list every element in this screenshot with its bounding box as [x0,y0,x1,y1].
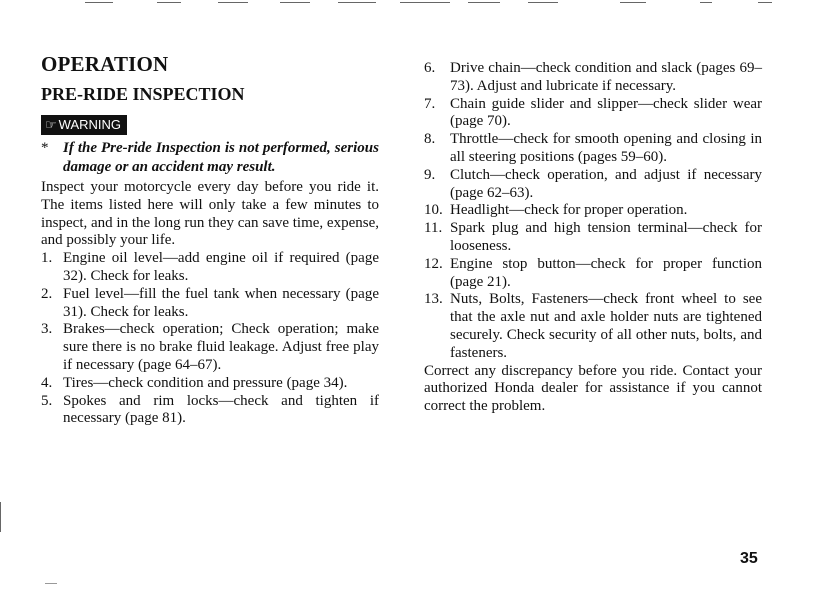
list-item-text: Engine oil level—add engine oil if required (page 32). Check for leaks. [63,250,379,284]
page-number: 35 [740,550,758,567]
list-item-text: Spokes and rim locks—check and tighten if necessary (page 81). [63,392,379,427]
list-item-text: Engine stop button—check for proper function (page 21). [450,255,762,290]
page-edge-mark-left [0,502,1,532]
list-item-text: Drive chain—check condition and slack (pages 69–73). Adjust and lubricate if necessary. [450,60,762,94]
list-item [424,167,762,203]
list-item-number: 3. [41,321,53,338]
list-item-text: Nuts, Bolts, Fasteners—check front wheel to see that the axle nut and axle holder nuts are tightened securely. Check security of all other nuts, bolts, and fasteners. [450,291,762,361]
list-item-text: Spark plug and high tension terminal—check for looseness. [450,220,762,254]
list-item-text: Headlight—check for proper operation. [450,202,688,219]
closing-paragraph: Correct any discrepancy before you ride. Contact your authorized Honda dealer for assistance if you cannot correct the problem. [424,362,762,415]
list-item [424,291,762,362]
list-item-text: Chain guide slider and slipper—check slider wear (page 70). [450,95,762,130]
page-edge-mark-bottom [45,583,57,584]
warning-badge-label: WARNING [58,117,122,132]
list-item [41,321,379,374]
inspection-list-right [424,60,762,363]
list-item [424,60,762,96]
section-title: PRE-RIDE INSPECTION [41,84,245,104]
list-item-number: 13. [424,291,443,308]
page-title: OPERATION [41,52,169,76]
list-item [41,250,379,286]
list-item-number: 8. [424,131,436,148]
list-item-text: Fuel level—fill the fuel tank when necessary (page 31). Check for leaks. [63,285,379,320]
list-item-number: 2. [41,285,53,302]
list-item [424,202,762,220]
list-item-text: Throttle—check for smooth opening and closing in all steering positions (pages 59–60). [450,131,762,165]
list-item-text: Brakes—check operation; Check operation; make sure there is no brake fluid leakage. Adjust free play if necessary (page 64–67). [63,321,379,373]
list-item-number: 7. [424,95,436,112]
page-edge-marks [0,0,817,6]
list-item [41,286,379,322]
right-column [424,60,762,416]
list-item [424,256,762,292]
warning-badge [41,115,127,135]
list-item-number: 10. [424,202,443,219]
list-item-number: 4. [41,374,53,391]
warning-text: If the Pre-ride Inspection is not performed, serious damage or an accident may result. [63,140,379,175]
list-item-text: Tires—check condition and pressure (page 34). [63,374,348,391]
hand-pointing-icon: ☞ [45,117,57,132]
list-item-number: 5. [41,392,53,409]
list-item [41,393,379,429]
left-column [41,54,379,428]
list-item [424,96,762,132]
list-item-number: 6. [424,60,436,76]
inspection-list-left [41,250,379,428]
warning-bullet: * [41,140,49,156]
warning-message [41,139,379,177]
list-item-number: 9. [424,166,436,183]
list-item [424,131,762,167]
list-item-text: Clutch—check operation, and adjust if necessary (page 62–63). [450,166,762,201]
list-item-number: 1. [41,250,53,267]
list-item [41,375,379,393]
intro-paragraph: Inspect your motorcycle every day before you ride it. The items listed here will only take a few minutes to inspect, and in the long run they can save time, expense, and possibly your life. [41,179,379,249]
list-item-number: 11. [424,220,443,237]
list-item [424,220,762,256]
list-item-number: 12. [424,255,443,272]
